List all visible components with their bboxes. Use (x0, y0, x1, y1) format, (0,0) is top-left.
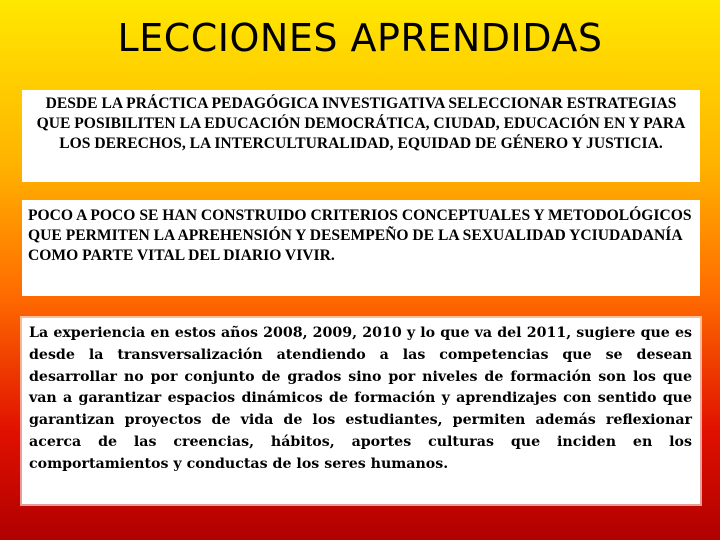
lesson-box-practice: DESDE LA PRÁCTICA PEDAGÓGICA INVESTIGATIVA SELECCIONAR ESTRATEGIAS QUE POSIBILITEN LA EDUCACIÓN DEMOCRÁTICA, CIUDAD, EDUCACIÓN EN Y PARA LOS DERECHOS, LA INTERCULTURALIDAD, EQUIDAD DE GÉNERO Y JUSTICIA. (22, 90, 700, 182)
lesson-box-criteria: POCO A POCO SE HAN CONSTRUIDO CRITERIOS CONCEPTUALES Y METODOLÓGICOS QUE PERMITEN LA APREHENSIÓN Y DESEMPEÑO DE LA SEXUALIDAD YCIUDADANÍA COMO PARTE VITAL DEL DIARIO VIVIR. (22, 200, 700, 296)
lesson-box-experience: La experiencia en estos años 2008, 2009, 2010 y lo que va del 2011, sugiere que es desde la transversalización atendiendo a las competencias que se desean desarrollar no por conjunto de grados sino por niveles de formación son los que van a garantizar espacios dinámicos de formación y aprendizajes con sentido que garantizan proyectos de vida de los estudiantes, permiten además reflexionar acerca de las creencias, hábitos, aportes culturas que inciden en los comportamientos y conductas de los seres humanos. (22, 318, 700, 504)
slide-title: LECCIONES APRENDIDAS (117, 16, 603, 60)
